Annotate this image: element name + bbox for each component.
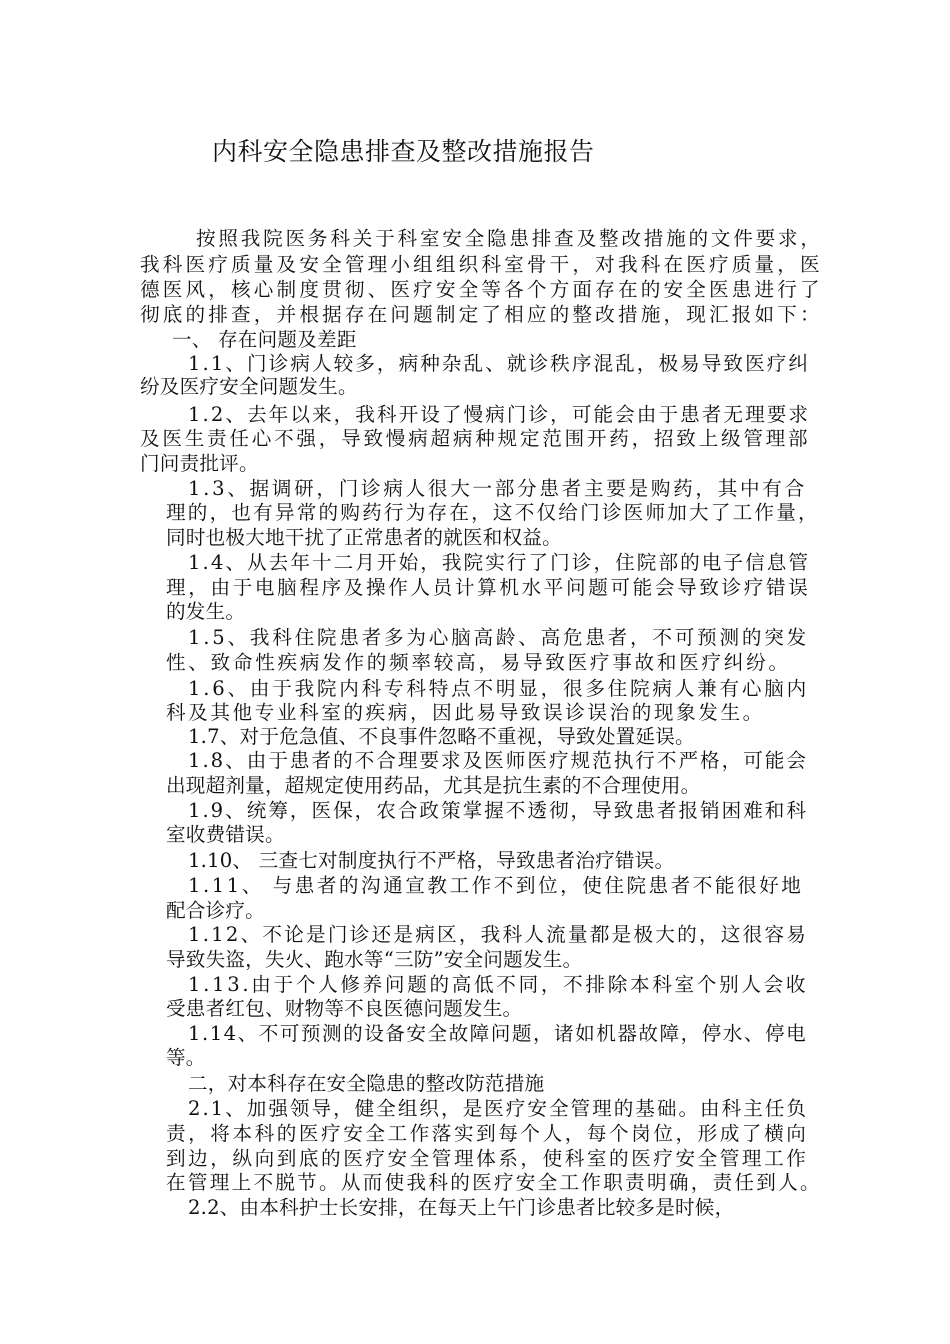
body-line: 1.14、不可预测的设备安全故障问题，诸如机器故障，停水、停电 xyxy=(188,1022,808,1045)
body-line: 同时也极大地干扰了正常患者的就医和权益。 xyxy=(166,526,562,549)
body-line: 2.1、加强领导，健全组织，是医疗安全管理的基础。由科主任负 xyxy=(188,1097,808,1120)
body-line: 1.9、统筹，医保，农合政策掌握不透彻，导致患者报销困难和科 xyxy=(188,799,808,822)
body-line: 的发生。 xyxy=(166,600,246,623)
body-line: 性、致命性疾病发作的频率较高，易导致医疗事故和医疗纠纷。 xyxy=(166,651,791,674)
body-line: 导致失盗，失火、跑水等“三防”安全问题发生。 xyxy=(166,948,583,971)
body-line: 纷及医疗安全问题发生。 xyxy=(140,375,358,398)
body-line: 1.13.由于个人修养问题的高低不同，不排除本科室个别人会收 xyxy=(188,973,809,996)
body-line: 1.11、 与患者的沟通宣教工作不到位，使住院患者不能很好地 xyxy=(188,874,804,897)
body-line: 1.12、不论是门诊还是病区，我科人流量都是极大的，这很容易 xyxy=(188,923,809,946)
body-line: 理的，也有异常的购药行为存在，这不仅给门诊医师加大了工作量， xyxy=(166,501,820,524)
body-line: 我科医疗质量及安全管理小组组织科室骨干，对我科在医疗质量，医 xyxy=(140,253,823,276)
body-line: 彻底的排查，并根据存在问题制定了相应的整改措施，现汇报如下： xyxy=(140,303,823,326)
body-line: 1.2、去年以来，我科开设了慢病门诊，可能会由于患者无理要求 xyxy=(188,403,811,426)
page-title: 内科安全隐患排查及整改措施报告 xyxy=(212,137,595,166)
body-line: 配合诊疗。 xyxy=(166,899,265,922)
body-line: 1.8、由于患者的不合理要求及医师医疗规范执行不严格，可能会 xyxy=(188,749,808,772)
body-line: 1.1、门诊病人较多，病种杂乱、就诊秩序混乱，极易导致医疗纠 xyxy=(188,352,811,375)
body-line: 1.7、对于危急值、不良事件忽略不重视，导致处置延误。 xyxy=(188,725,695,748)
body-line: 到边，纵向到底的医疗安全管理体系，使科室的医疗安全管理工作 xyxy=(166,1147,809,1170)
body-line: 按照我院医务科关于科室安全隐患排查及整改措施的文件要求， xyxy=(196,227,823,250)
body-line: 责，将本科的医疗安全工作落实到每个人，每个岗位，形成了横向 xyxy=(166,1122,809,1145)
body-line: 1.3、据调研，门诊病人很大一部分患者主要是购药，其中有合 xyxy=(188,477,807,500)
body-line: 出现超剂量，超规定使用药品，尤其是抗生素的不合理使用。 xyxy=(166,774,701,797)
body-line: 1.10、 三查七对制度执行不严格，导致患者治疗错误。 xyxy=(188,849,675,872)
body-line: 1.5、我科住院患者多为心脑高龄、高危患者，不可预测的突发 xyxy=(188,626,809,649)
body-line: 及医生责任心不强，导致慢病超病种规定范围开药，招致上级管理部 xyxy=(140,427,811,450)
section-heading: 二，对本科存在安全隐患的整改防范措施 xyxy=(188,1072,545,1095)
body-line: 等。 xyxy=(166,1046,206,1069)
body-line: 1.6、由于我院内科专科特点不明显，很多住院病人兼有心脑内 xyxy=(188,677,809,700)
section-heading: 一、 存在问题及差距 xyxy=(172,328,357,351)
body-line: 门问责批评。 xyxy=(140,452,259,475)
body-line: 科及其他专业科室的疾病，因此易导致误诊误治的现象发生。 xyxy=(166,701,765,724)
body-line: 在管理上不脱节。从而使我科的医疗安全工作职责明确，责任到人。 xyxy=(166,1171,822,1194)
body-line: 2.2、由本科护士长安排，在每天上午门诊患者比较多是时候， xyxy=(188,1196,735,1219)
body-line: 理，由于电脑程序及操作人员计算机水平问题可能会导致诊疗错误 xyxy=(166,576,811,599)
body-line: 1.4、从去年十二月开始，我院实行了门诊，住院部的电子信息管 xyxy=(188,551,811,574)
body-line: 德医风，核心制度贯彻、医疗安全等各个方面存在的安全医患进行了 xyxy=(140,278,823,301)
body-line: 受患者红包、财物等不良医德问题发生。 xyxy=(166,997,523,1020)
body-line: 室收费错误。 xyxy=(166,823,285,846)
